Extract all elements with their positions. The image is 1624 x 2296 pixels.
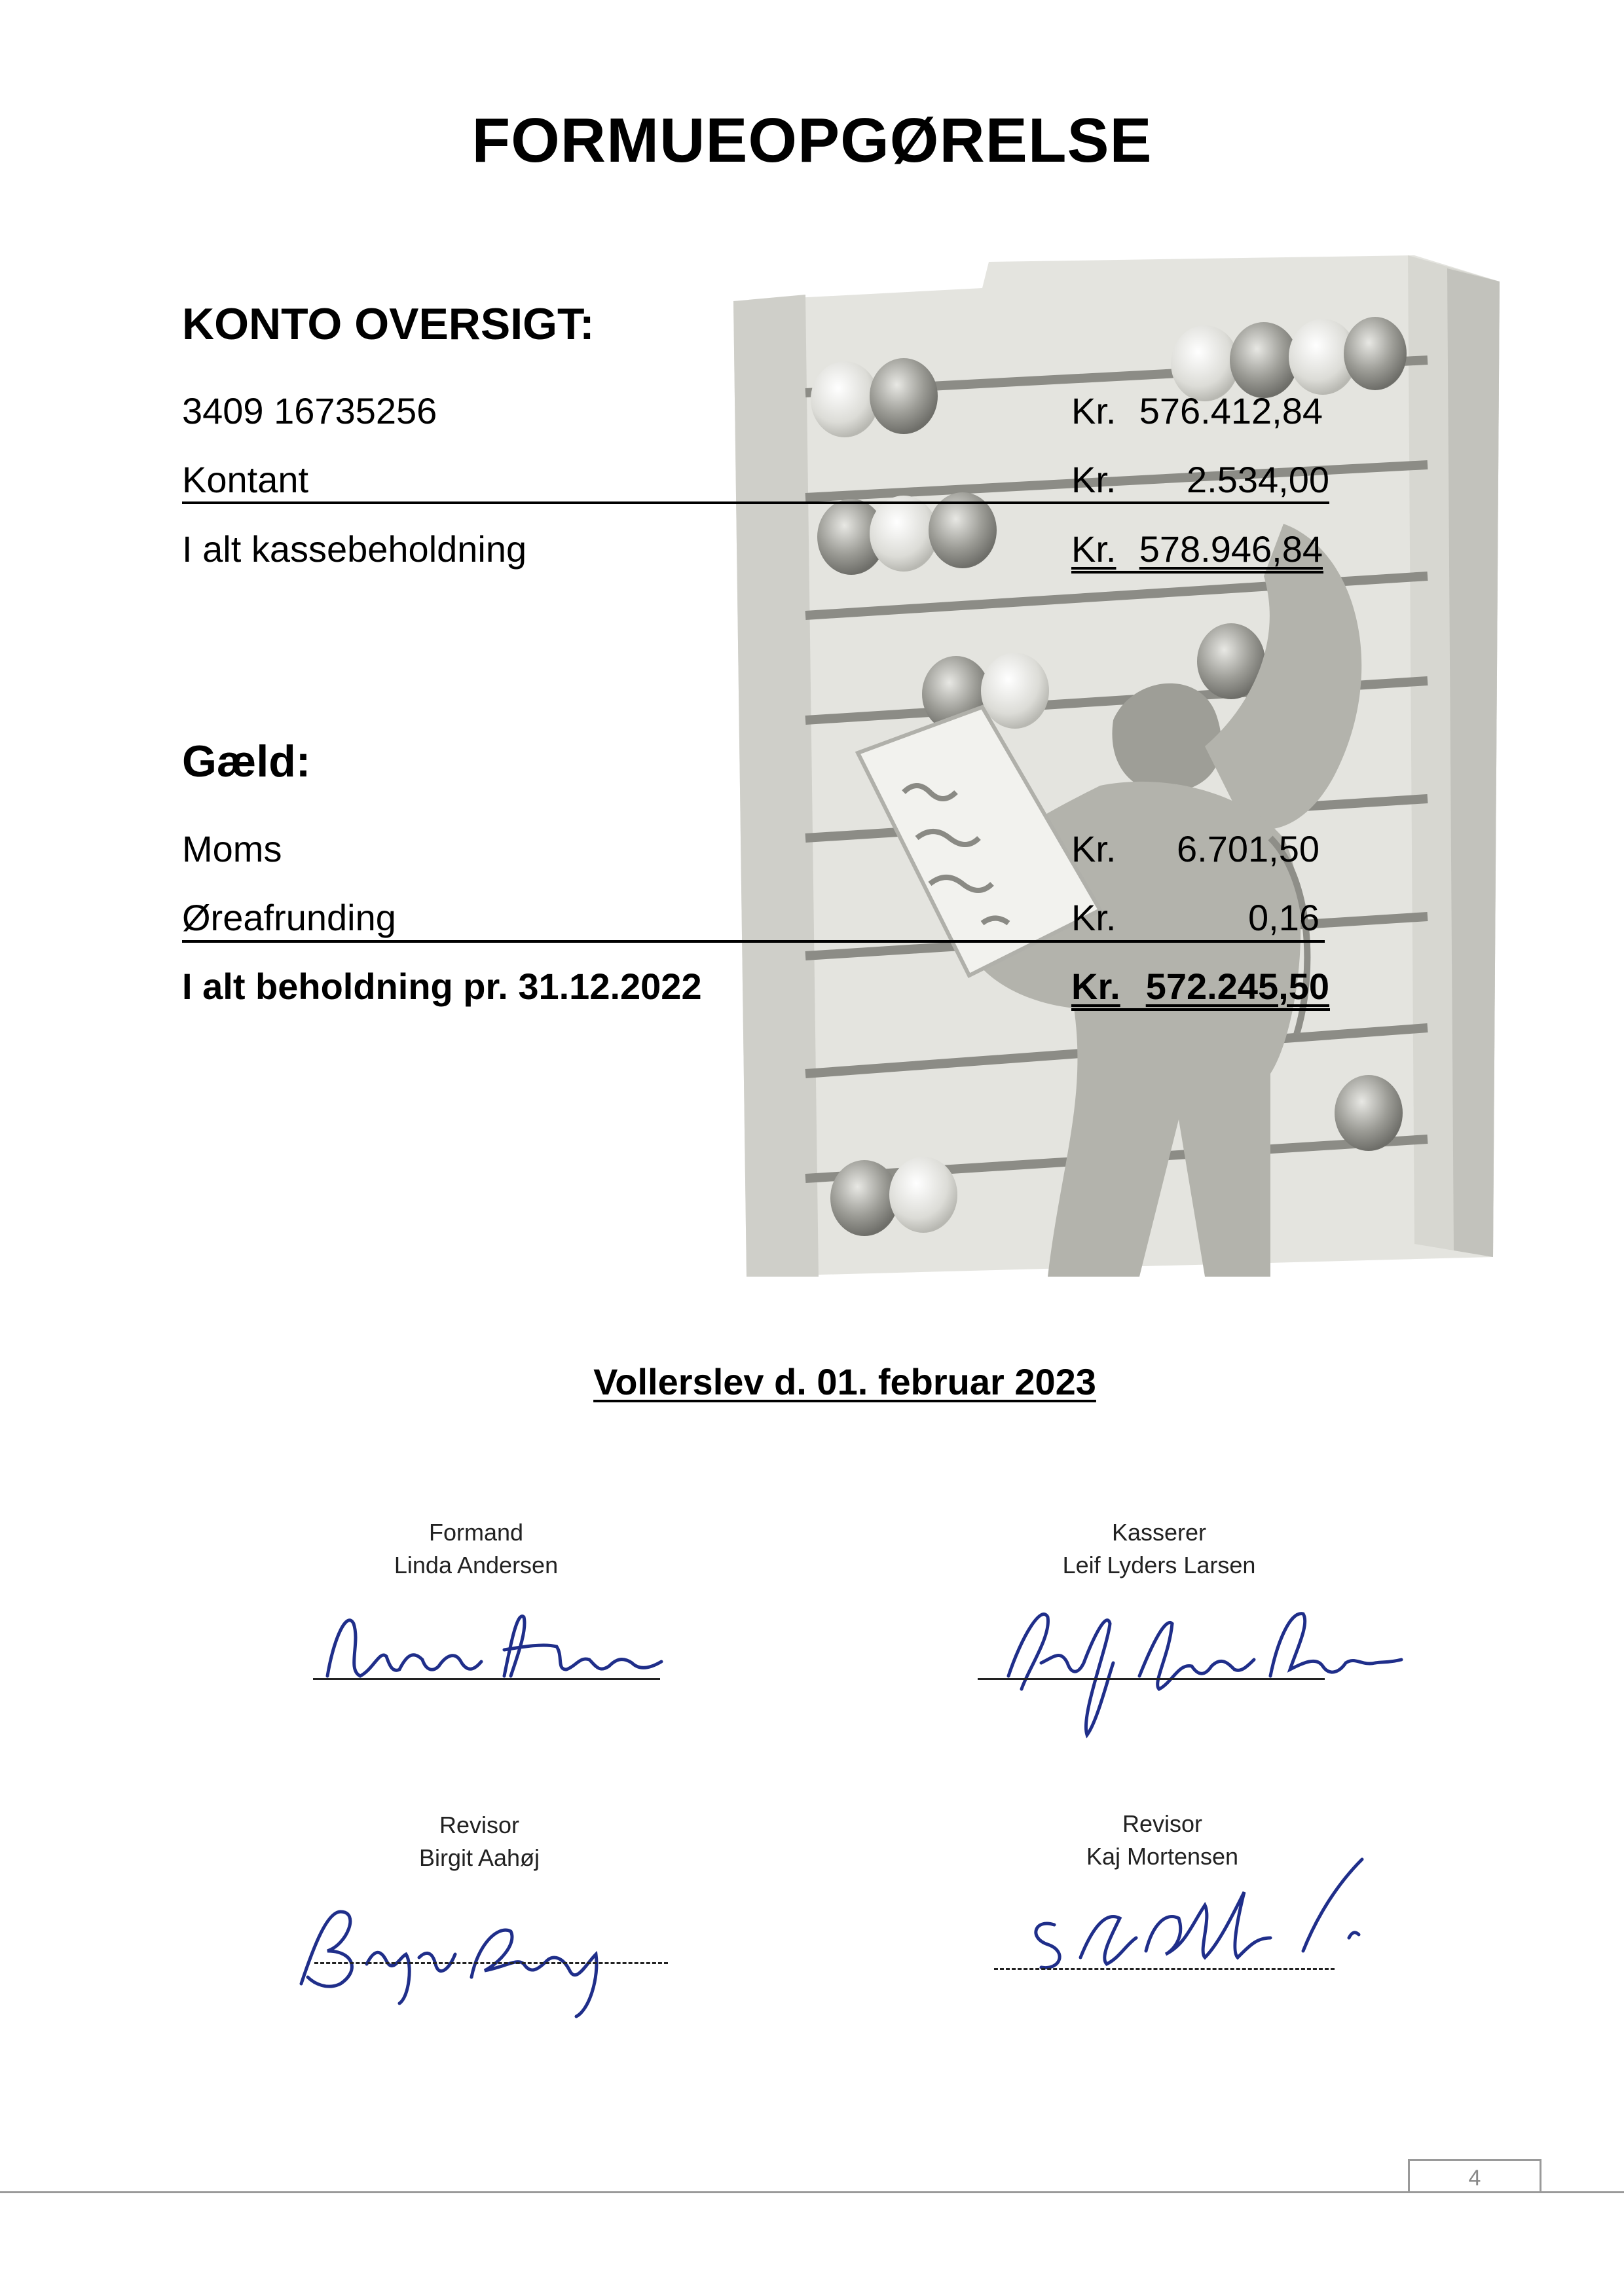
oereafrunding-currency: Kr.	[1071, 897, 1116, 938]
oereafrunding-amount: 0,16	[1248, 897, 1320, 938]
account-number-label: 3409 16735256	[182, 390, 437, 431]
kontant-amount: 2.534,00	[1187, 459, 1329, 500]
oereafrunding-underline	[182, 940, 1325, 943]
total-currency: Kr.	[1071, 966, 1120, 1007]
signature-name-linda: Linda Andersen	[394, 1552, 559, 1578]
signature-name-kaj: Kaj Mortensen	[1086, 1843, 1239, 1870]
konto-oversigt-heading: KONTO OVERSIGT:	[182, 299, 595, 349]
handwritten-signature-kaj	[995, 1846, 1388, 1984]
signature-line-revisor-birgit	[314, 1962, 668, 1964]
signature-role-formand: Formand	[428, 1519, 524, 1546]
moms-label: Moms	[182, 828, 282, 869]
signature-role-kasserer: Kasserer	[1111, 1519, 1207, 1546]
kassebeholdning-amount: 578.946,84	[1139, 528, 1323, 570]
signature-name-birgit: Birgit Aahøj	[418, 1844, 540, 1871]
kassebeholdning-currency: Kr.	[1071, 528, 1116, 570]
footer-rule	[0, 2191, 1624, 2193]
signature-line-kasserer	[978, 1678, 1325, 1680]
place-date: Vollerslev d. 01. februar 2023	[593, 1361, 1096, 1402]
total-underline	[1071, 1008, 1330, 1011]
handwritten-signature-birgit	[288, 1892, 629, 2023]
account-currency: Kr.	[1071, 390, 1116, 431]
moms-currency: Kr.	[1071, 828, 1116, 869]
gaeld-heading: Gæld:	[182, 737, 311, 786]
kassebeholdning-underline	[1071, 571, 1323, 574]
total-label: I alt beholdning pr. 31.12.2022	[182, 966, 702, 1007]
total-amount: 572.245,50	[1145, 966, 1329, 1007]
handwritten-signature-leif	[982, 1584, 1414, 1748]
signature-line-revisor-kaj	[994, 1968, 1335, 1970]
signature-role-revisor-birgit: Revisor	[439, 1812, 520, 1838]
kontant-currency: Kr.	[1071, 459, 1116, 500]
signature-role-revisor-kaj: Revisor	[1122, 1810, 1203, 1837]
page-title: FORMUEOPGØRELSE	[471, 105, 1153, 175]
account-amount: 576.412,84	[1139, 390, 1323, 431]
kontant-underline	[182, 501, 1329, 504]
oereafrunding-label: Øreafrunding	[182, 897, 396, 938]
page-number: 4	[1408, 2159, 1541, 2191]
signature-name-leif: Leif Lyders Larsen	[1062, 1552, 1256, 1578]
kassebeholdning-label: I alt kassebeholdning	[182, 528, 527, 570]
kontant-label: Kontant	[182, 459, 309, 500]
moms-amount: 6.701,50	[1177, 828, 1320, 869]
signature-line-formand	[313, 1678, 660, 1680]
